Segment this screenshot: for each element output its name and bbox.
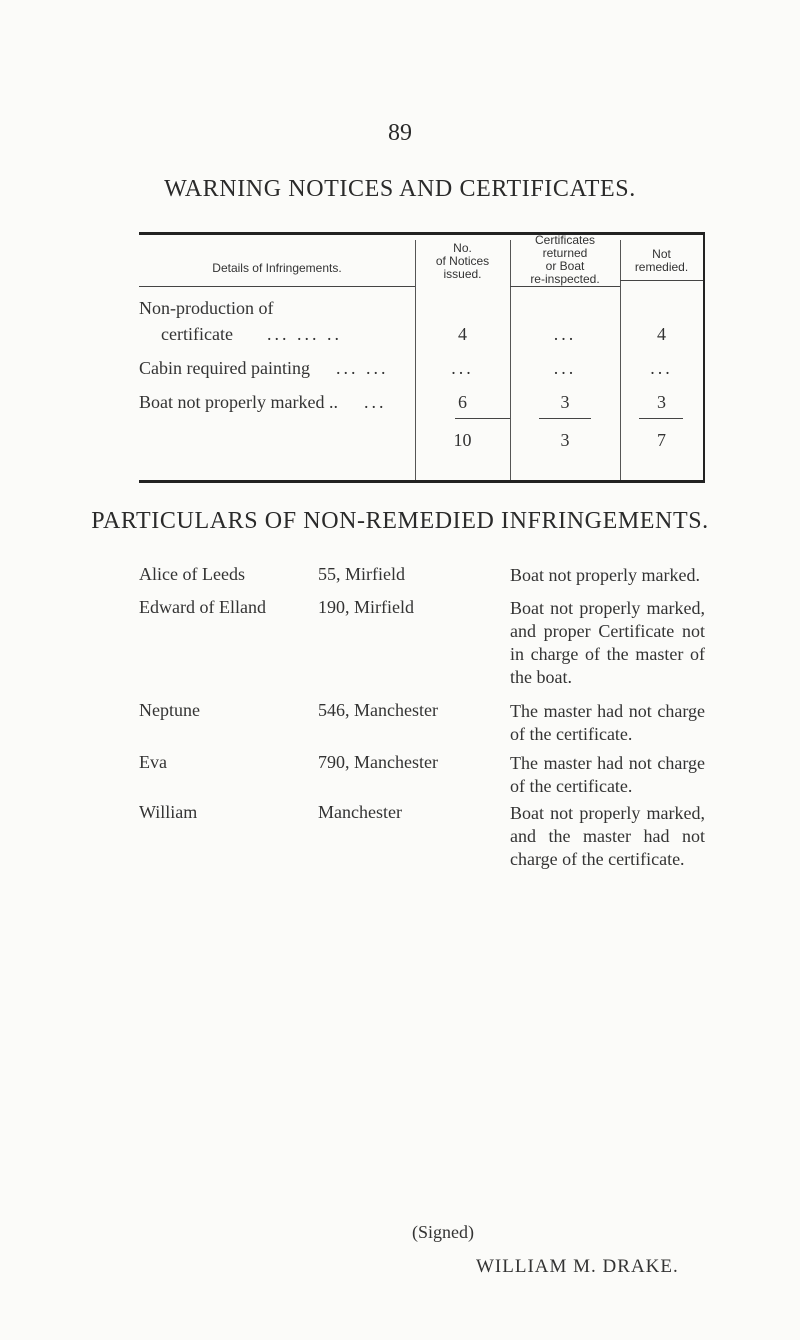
total-not-remedied: 7 xyxy=(657,430,666,450)
boat-registration: Manchester xyxy=(318,802,402,822)
infringement-details: Boat not properly marked, and proper Certificate not in charge of the master of the boat. xyxy=(510,598,705,687)
total-rule-certificates xyxy=(539,418,591,419)
infringements-table xyxy=(139,232,705,484)
page-number: 89 xyxy=(388,120,412,146)
row-3-notices: 6 xyxy=(458,392,467,412)
signer-name: WILLIAM M. DRAKE. xyxy=(476,1256,679,1277)
row-2-notices: ... xyxy=(451,358,474,378)
total-certificates: 3 xyxy=(560,430,570,450)
row-2-label: Cabin required painting ... ... xyxy=(139,358,389,378)
row-2-certificates: ... xyxy=(553,358,577,378)
infringement-details: Boat not properly marked, and the master had not charge of the certificate. xyxy=(510,803,705,869)
boat-registration: 55, Mirfield xyxy=(318,564,405,584)
row-1-label-line-1: Non-production of xyxy=(139,298,274,318)
row-1-not-remedied: 4 xyxy=(657,324,666,344)
total-rule-notices xyxy=(455,418,510,419)
boat-registration: 790, Manchester xyxy=(318,752,438,772)
header-rule-details xyxy=(139,286,415,287)
header-details: Details of Infringements. xyxy=(212,261,342,275)
boat-name: Alice of Leeds xyxy=(139,564,245,584)
boat-name: Neptune xyxy=(139,700,200,720)
total-notices: 10 xyxy=(453,430,472,450)
particulars-heading: PARTICULARS OF NON-REMEDIED INFRINGEMENTS. xyxy=(91,508,709,534)
table-top-rule xyxy=(139,232,705,235)
boat-name: Edward of Elland xyxy=(139,597,266,617)
signed-label: (Signed) xyxy=(412,1222,474,1242)
boat-registration: 546, Manchester xyxy=(318,700,438,720)
boat-name: Eva xyxy=(139,752,167,772)
row-3-certificates: 3 xyxy=(560,392,570,412)
row-1-certificates: ... xyxy=(553,324,577,344)
table-bottom-rule xyxy=(139,480,705,483)
header-notices: No. of Notices issued. xyxy=(435,241,490,281)
row-3-not-remedied: 3 xyxy=(657,392,666,412)
header-rule-remedied xyxy=(620,280,703,281)
infringement-details: Boat not properly marked. xyxy=(510,565,700,585)
header-not-remedied: Not remedied. xyxy=(634,247,689,274)
infringement-details: The master had not charge of the certificate. xyxy=(510,753,705,796)
row-2-not-remedied: ... xyxy=(650,358,673,378)
row-1-label-line-2: certificate ... ... .. xyxy=(161,324,342,344)
table-right-rule xyxy=(703,232,705,483)
boat-name: William xyxy=(139,802,198,822)
infringement-details: The master had not charge of the certificate. xyxy=(510,701,705,744)
boat-registration: 190, Mirfield xyxy=(318,597,414,617)
total-rule-remedied xyxy=(639,418,683,419)
row-3-label: Boat not properly marked .. ... xyxy=(139,392,387,412)
row-1-notices: 4 xyxy=(458,324,467,344)
header-rule-certificates xyxy=(510,286,620,287)
warning-notices-heading: WARNING NOTICES AND CERTIFICATES. xyxy=(164,176,636,202)
header-certificates: Certificates returned or Boat re-inspected. xyxy=(530,233,600,286)
